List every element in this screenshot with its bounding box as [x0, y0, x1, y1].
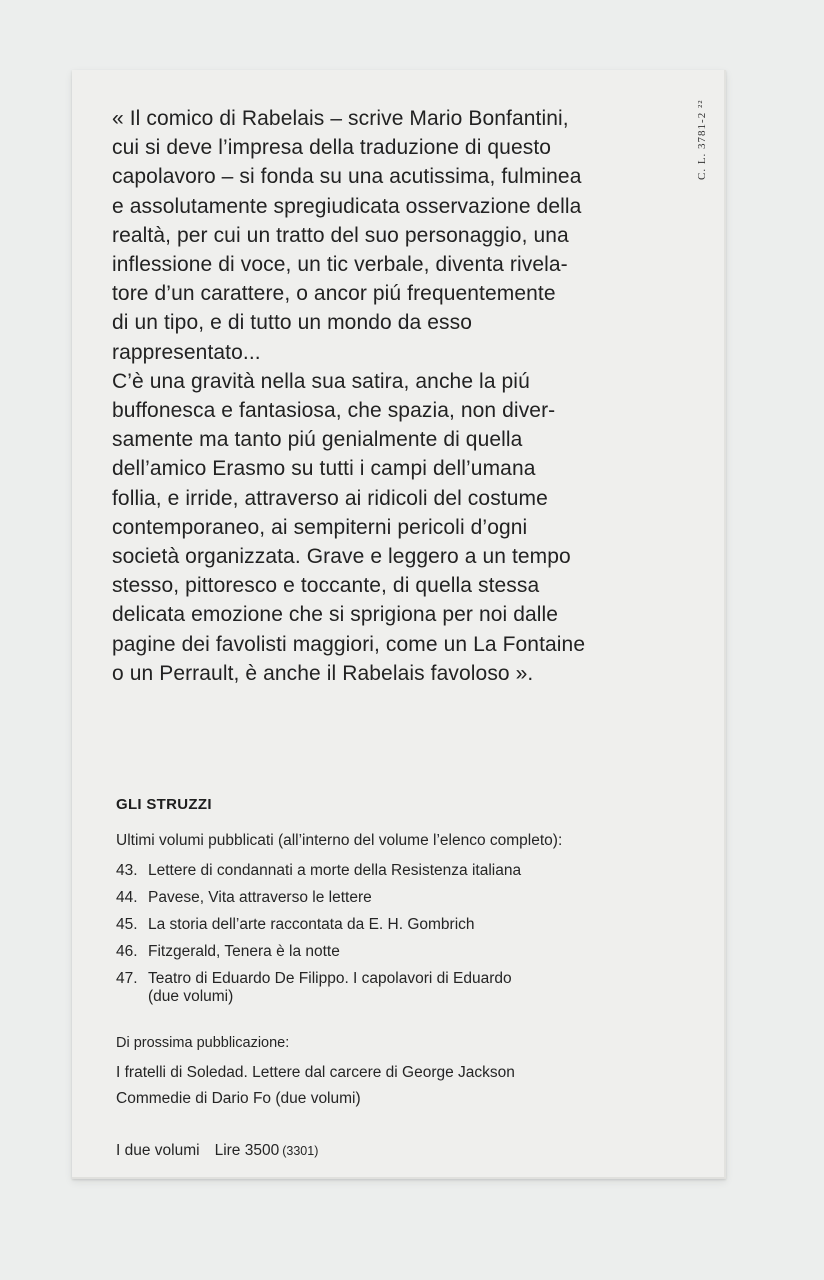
price-amount: Lire 3500 — [214, 1142, 280, 1159]
upcoming-item: Commedie di Dario Fo (due volumi) — [116, 1090, 361, 1107]
blurb-line: rappresentato... — [112, 340, 261, 364]
upcoming-item: I fratelli di Soledad. Lettere dal carcere di George Jackson — [116, 1064, 515, 1081]
blurb-line: dell’amico Erasmo su tutti i campi dell’umana — [112, 457, 536, 481]
blurb-line: buffonesca e fantasiosa, che spazia, non diver- — [112, 399, 556, 423]
blurb-line: e assolutamente spregiudicata osservazione della — [112, 194, 582, 218]
blurb-line: follia, e irride, attraverso ai ridicoli del costume — [112, 486, 548, 510]
volume-item — [116, 889, 372, 907]
volume-item — [116, 943, 340, 961]
blurb-line: società organizzata. Grave e leggero a un tempo — [112, 545, 571, 569]
price-code: (3301) — [282, 1144, 319, 1158]
upcoming-heading: Di prossima pubblicazione: — [116, 1035, 290, 1051]
volume-title-continuation: (due volumi) — [148, 988, 234, 1005]
volume-number: 47. — [116, 970, 138, 987]
volume-number: 43. — [116, 862, 138, 879]
blurb-line: pagine dei favolisti maggiori, come un La Fontaine — [112, 632, 586, 656]
volume-item — [116, 916, 475, 934]
price-line — [116, 1142, 318, 1160]
volume-title: Fitzgerald, Tenera è la notte — [148, 943, 340, 960]
volume-title: Pavese, Vita attraverso le lettere — [148, 889, 372, 906]
series-title: GLI STRUZZI — [116, 796, 212, 813]
blurb-line: stesso, pittoresco e toccante, di quella stessa — [112, 574, 540, 598]
volume-number: 46. — [116, 943, 138, 960]
blurb-line: C’è una gravità nella sua satira, anche la piú — [112, 369, 530, 393]
volume-item — [116, 970, 512, 1006]
volume-title: La storia dell’arte raccontata da E. H. Gombrich — [148, 916, 475, 933]
blurb-text — [112, 104, 702, 688]
blurb-line: o un Perrault, è anche il Rabelais favoloso ». — [112, 661, 534, 685]
volume-title: Lettere di condannati a morte della Resistenza italiana — [148, 862, 522, 879]
blurb-line: tore d’un carattere, o ancor piú frequentemente — [112, 282, 556, 306]
blurb-line: di un tipo, e di tutto un mondo da esso — [112, 311, 472, 335]
volume-title: Teatro di Eduardo De Filippo. I capolavori di Eduardo — [148, 970, 512, 987]
blurb-line: delicata emozione che si sprigiona per noi dalle — [112, 603, 559, 627]
price-label: I due volumi — [116, 1142, 200, 1159]
blurb-line: realtà, per cui un tratto del suo personaggio, una — [112, 223, 569, 247]
blurb-line: cui si deve l’impresa della traduzione di questo — [112, 136, 552, 160]
blurb-line: capolavoro – si fonda su una acutissima, fulminea — [112, 165, 582, 189]
volume-number: 45. — [116, 916, 138, 933]
recent-volumes-heading: Ultimi volumi pubblicati (all’interno del volume l’elenco completo): — [116, 832, 563, 849]
blurb-line: samente ma tanto piú genialmente di quella — [112, 428, 523, 452]
blurb-line: inflessione di voce, un tic verbale, diventa rivela- — [112, 253, 568, 277]
volume-item — [116, 862, 521, 880]
blurb-line: « Il comico di Rabelais – scrive Mario Bonfantini, — [112, 107, 569, 130]
blurb-line: contemporaneo, ai sempiterni pericoli d’ogni — [112, 515, 528, 539]
volume-number: 44. — [116, 889, 138, 906]
catalog-code: C. L. 3781-2 ²² — [696, 99, 708, 180]
